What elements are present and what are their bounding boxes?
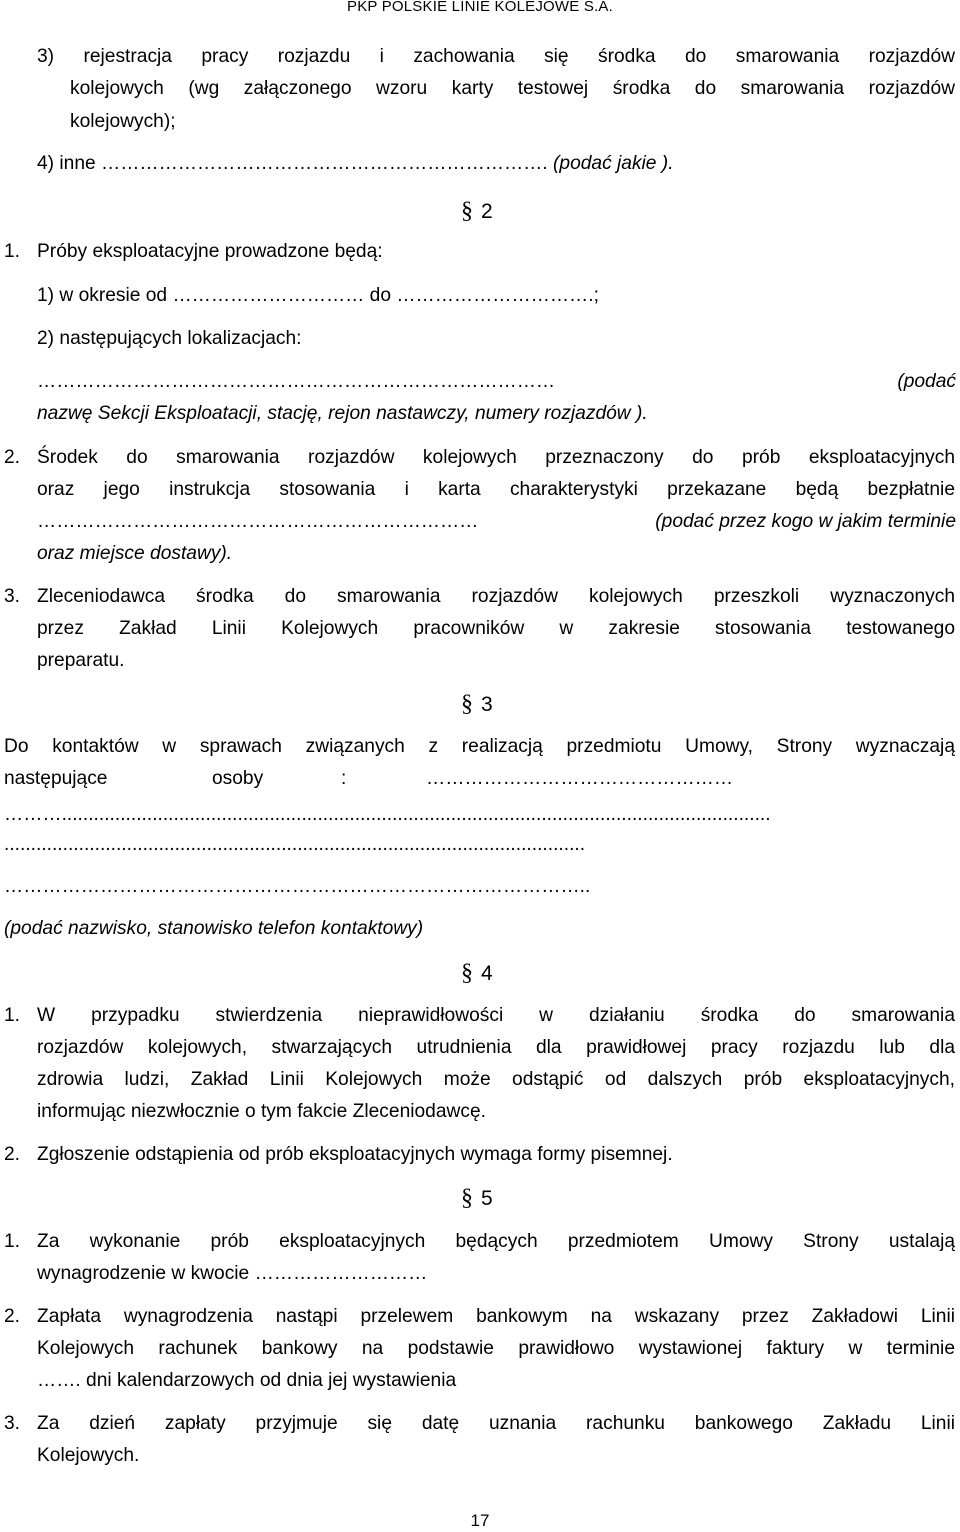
paragraph-number: 3. xyxy=(4,1413,21,1434)
paragraph-line: Za wykonanie prób eksploatacyjnych będących przedmiotem Umowy Strony ustalają xyxy=(37,1231,955,1252)
locations-hint-line-2: nazwę Sekcji Eksploatacji, stację, rejon nastawczy, numery rozjazdów ). xyxy=(37,403,648,424)
section-number: 4 xyxy=(481,962,493,985)
paragraph-line: informując niezwłocznie o tym fakcie Zleceniodawcę. xyxy=(37,1101,486,1122)
section-sign-icon: § xyxy=(461,960,473,986)
paragraph-line: przez Zakład Linii Kolejowych pracowników w zakresie stosowania testowanego xyxy=(37,618,955,639)
paragraph-number: 2. xyxy=(4,1144,21,1165)
period-from-fill: ………………………… xyxy=(172,285,365,306)
section-sign-icon: § xyxy=(461,198,473,224)
paragraph-number: 2. xyxy=(4,447,21,468)
paragraph-line: zdrowia ludzi, Zakład Linii Kolejowych może odstąpić od dalszych prób eksploatacyjnych, xyxy=(37,1069,955,1090)
paragraph-line: Kolejowych. xyxy=(37,1445,140,1466)
locations-hint: (podać xyxy=(897,371,956,392)
paragraph-line: Za dzień zapłaty przyjmuje się datę uznania rachunku bankowego Zakładu Linii xyxy=(37,1413,955,1434)
paragraph-number: 1. xyxy=(4,241,21,262)
contacts-label-2: osoby xyxy=(212,768,264,789)
paragraph-line: wynagrodzenie w kwocie ……………………… xyxy=(37,1263,428,1284)
paragraph-line: Kolejowych rachunek bankowy na podstawie prawidłowo wystawionej faktury w terminie xyxy=(37,1338,955,1359)
paragraph-number: 1. xyxy=(4,1005,21,1026)
contacts-colon: : xyxy=(341,768,347,789)
period-to-fill: ………………………….; xyxy=(396,285,599,306)
contacts-fill-line: ……………………………………………………………………………….. xyxy=(4,876,591,897)
item-4-hint: (podać jakie ). xyxy=(553,153,674,174)
paragraph-line: Zleceniodawca środka do smarowania rozjazdów kolejowych przeszkoli wyznaczonych xyxy=(37,586,955,607)
page-number: 17 xyxy=(470,1511,490,1530)
paragraph-number: 2. xyxy=(4,1306,21,1327)
paragraph-line: preparatu. xyxy=(37,650,125,671)
paragraph-number: 1. xyxy=(4,1231,21,1252)
item-4-prefix: 4) inne xyxy=(37,153,96,174)
locations-line: 2) następujących lokalizacjach: xyxy=(37,328,302,349)
item-4-line xyxy=(37,148,674,180)
contacts-fill: ………………………………………… xyxy=(426,768,733,789)
paragraph-line: rozjazdów kolejowych, stwarzających utrudnienia dla prawidłowej pracy rozjazdu lub dla xyxy=(37,1037,955,1058)
section-number: 5 xyxy=(481,1187,493,1210)
period-prefix: 1) w okresie od xyxy=(37,285,168,306)
contacts-line-1: Do kontaktów w sprawach związanych z realizacją przedmiotu Umowy, Strony wyznaczają xyxy=(4,736,955,757)
paragraph-line: oraz jego instrukcja stosowania i karta charakterystyki przekazane będą bezpłatnie xyxy=(37,479,955,500)
contacts-fill-line: ………..................................................................................................................................... xyxy=(4,804,771,825)
paragraph-line: Zgłoszenie odstąpienia od prób eksploatacyjnych wymaga formy pisemnej. xyxy=(37,1144,673,1165)
section-heading-4 xyxy=(461,957,493,990)
section-number: 2 xyxy=(481,200,493,223)
period-line xyxy=(37,280,599,312)
item-4-fill: ……………………………………………………………. xyxy=(101,153,548,174)
section-sign-icon: § xyxy=(461,1185,473,1211)
contacts-label-1: następujące xyxy=(4,768,108,789)
contacts-fill-line: ............................................................................................................. xyxy=(4,834,586,855)
paragraph-line: Zapłata wynagrodzenia nastąpi przelewem bankowym na wskazany przez Zakładowi Linii xyxy=(37,1306,955,1327)
delivery-hint-line-2: oraz miejsce dostawy). xyxy=(37,543,233,564)
page-header: PKP POLSKIE LINIE KOLEJOWE S.A. xyxy=(346,0,614,15)
paragraph-line: W przypadku stwierdzenia nieprawidłowości w działaniu środka do smarowania xyxy=(37,1005,955,1026)
contacts-hint: (podać nazwisko, stanowisko telefon kontaktowy) xyxy=(4,918,424,939)
item-3-line-1: 3) rejestracja pracy rozjazdu i zachowania się środka do smarowania rozjazdów xyxy=(37,46,955,67)
paragraph-text: Próby eksploatacyjne prowadzone będą: xyxy=(37,241,383,262)
delivery-fill: …………………………………………………………… xyxy=(37,511,479,532)
section-sign-icon: § xyxy=(461,691,473,717)
section-heading-5 xyxy=(461,1182,493,1215)
locations-fill: ……………………………………………………………………… xyxy=(37,371,556,392)
period-to-label: do xyxy=(369,285,392,306)
item-3-line-3: kolejowych); xyxy=(70,111,176,132)
paragraph-number: 3. xyxy=(4,586,21,607)
section-number: 3 xyxy=(481,693,493,716)
item-3-line-2: kolejowych (wg załączonego wzoru karty testowej środka do smarowania rozjazdów xyxy=(70,78,955,99)
delivery-hint: (podać przez kogo w jakim terminie xyxy=(655,511,956,532)
paragraph-line: Środek do smarowania rozjazdów kolejowych przeznaczony do prób eksploatacyjnych xyxy=(37,447,955,468)
section-heading-2 xyxy=(461,195,493,228)
section-heading-3 xyxy=(461,688,493,721)
paragraph-line: ……. dni kalendarzowych od dnia jej wystawienia xyxy=(37,1370,457,1391)
